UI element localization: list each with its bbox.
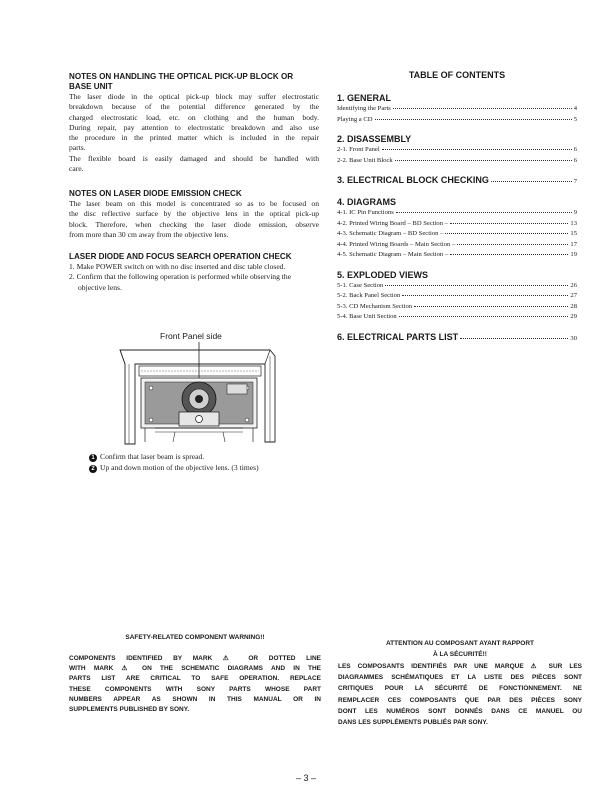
toc-entry-page: 5	[573, 115, 577, 123]
text-line: The laser beam on this model is concentrated so as to be focused on	[69, 199, 319, 208]
toc-section	[337, 197, 577, 261]
notes-pickup-heading	[69, 72, 319, 92]
toc-section[interactable]	[337, 332, 577, 344]
text-line: from more than 30 cm away from the objective lens.	[69, 229, 229, 239]
toc-entry-page: 7	[573, 178, 577, 185]
toc-section-heading: 2. DISASSEMBLY	[337, 134, 412, 144]
text-line: DIAGRAMMES SCHÉMATIQUES ET LA LISTE DES PIÈCES SONT	[338, 674, 582, 682]
notes-pickup-section	[69, 72, 319, 174]
toc-entry-label: 2-2. Base Unit Block	[337, 156, 393, 164]
heading-line: NOTES ON HANDLING THE OPTICAL PICK-UP BLOCK OR	[69, 72, 294, 81]
toc-entry[interactable]	[337, 219, 577, 230]
focus-check-heading: LASER DIODE AND FOCUS SEARCH OPERATION CHECK	[69, 252, 292, 261]
cd-mechanism-illustration	[115, 342, 285, 445]
leader-dots	[450, 223, 568, 224]
toc-entry[interactable]	[337, 302, 577, 313]
toc-entry[interactable]	[337, 250, 577, 261]
text-line: DANS LES SUPPLÉMENTS PUBLIÉS PAR SONY.	[338, 719, 488, 727]
leader-dots	[445, 233, 568, 234]
figure-captions	[89, 451, 329, 473]
leader-dots	[491, 181, 572, 182]
toc-entry-label: Playing a CD	[337, 115, 373, 123]
toc-heading-text: 6. ELECTRICAL PARTS LIST	[337, 331, 459, 342]
text-line: care.	[69, 164, 84, 174]
toc-entry[interactable]	[337, 208, 577, 219]
text-line: DONT LES NUMÉROS SONT DONNÉS DANS CE MANUEL OU	[338, 707, 582, 715]
toc-entry-page: 6	[573, 146, 577, 153]
caption-item	[89, 462, 329, 473]
notes-emission-body	[69, 199, 319, 240]
leader-dots	[375, 119, 572, 120]
toc-section-heading: 5. EXPLODED VIEWS	[337, 269, 429, 280]
toc-section	[337, 134, 577, 166]
focus-check-section	[69, 252, 319, 293]
leader-dots	[396, 212, 572, 213]
title-line: ATTENTION AU COMPOSANT AYANT RAPPORT	[385, 640, 535, 647]
leader-dots	[450, 254, 568, 255]
safety-warning-fr	[338, 639, 582, 728]
text-line: parts.	[69, 143, 86, 153]
text-line: SUPPLEMENTS PUBLISHED BY SONY.	[69, 706, 190, 714]
caption-text: Up and down motion of the objective lens. (3 times)	[100, 463, 259, 472]
text-line: During repair, pay attention to electrostatic breakdown and also use	[69, 122, 319, 132]
toc-entry-page: 6	[573, 156, 577, 164]
toc-title: TABLE OF CONTENTS	[408, 70, 506, 80]
leader-dots	[414, 306, 568, 307]
toc-entry-label: 2-1. Front Panel	[337, 146, 380, 153]
toc-entry-label: Identifying the Parts	[337, 105, 391, 112]
toc-entry[interactable]	[337, 156, 577, 167]
toc-section[interactable]	[337, 175, 577, 187]
toc-entry-page: 17	[570, 240, 577, 248]
toc-entry-page: 15	[570, 230, 577, 237]
toc-entry-label: 4-2. Printed Wiring Board – BD Section –	[337, 219, 448, 227]
text-line: the disc reflective surface by the objective lens in the optical pick-up	[69, 209, 319, 219]
toc-entry-page: 26	[570, 281, 577, 289]
safety-warning-en-body	[69, 654, 321, 715]
toc-entry-page: 13	[570, 219, 577, 227]
toc-entry-label: 4-5. Schematic Diagram – Main Section –	[337, 251, 449, 258]
toc-entry[interactable]	[337, 104, 577, 115]
text-line: REMPLACER CES COMPOSANTS QUE PAR DES PIÈCES SONY	[338, 696, 582, 704]
toc-entry-label: 4-4. Printed Wiring Boards – Main Section –	[337, 240, 456, 248]
text-line: the procedure in the printed matter which is included in the repair	[69, 133, 319, 143]
step-item: 1. Make POWER switch on with no disc inserted and disc table closed.	[69, 262, 286, 271]
caption-item	[89, 451, 329, 462]
text-line: COMPONENTS IDENTIFIED BY MARK ⚠ OR DOTTED LINE	[69, 655, 321, 662]
toc-entry[interactable]	[337, 145, 577, 156]
toc-entry-page: 30	[570, 334, 577, 342]
toc-entry[interactable]	[337, 281, 577, 292]
toc-entry-label: 5-3. CD Mechanism Section	[337, 302, 413, 310]
leader-dots	[395, 160, 572, 161]
text-line: The laser diode in the optical pick-up block may suffer electrostatic	[69, 92, 319, 101]
toc-entry-page: 29	[570, 313, 577, 320]
table-of-contents	[337, 93, 577, 344]
title-line: À LA SÉCURITÉ!!	[433, 650, 487, 658]
text-line: THESE COMPONENTS WITH SONY PARTS WHOSE PART	[69, 685, 321, 693]
toc-entry[interactable]	[337, 115, 577, 126]
safety-warning-en	[69, 634, 321, 715]
toc-section	[337, 93, 577, 125]
leader-dots	[460, 338, 568, 339]
toc-entry-page: 27	[570, 292, 577, 299]
number-badge: 1	[89, 454, 97, 462]
toc-section-heading	[337, 175, 577, 187]
text-line: NUMBERS APPEAR AS SHOWN IN THIS MANUAL OR IN	[69, 695, 321, 703]
toc-entry-page: 9	[573, 209, 577, 216]
toc-entry-label: 5-4. Base Unit Section	[337, 313, 397, 320]
toc-entry[interactable]	[337, 291, 577, 302]
text-line: WITH MARK ⚠ ON THE SCHEMATIC DIAGRAMS AND IN THE	[69, 665, 321, 673]
toc-entry[interactable]	[337, 312, 577, 323]
step-item: 2. Confirm that the following operation is performed while observing the objective lens.	[69, 272, 292, 292]
page-number: – 3 –	[295, 773, 317, 783]
text-line: breakdown because of the potential difference generated by the	[69, 102, 319, 112]
leader-dots	[385, 285, 568, 286]
number-badge: 2	[89, 465, 97, 473]
toc-entry[interactable]	[337, 229, 577, 240]
text-line: CRITIQUES POUR LA SÉCURITÉ DE FONCTIONNEMENT. NE	[338, 685, 582, 693]
toc-entry-label: 4-3. Schematic Diagram – BD Section –	[337, 230, 444, 237]
toc-section-heading: 4. DIAGRAMS	[337, 197, 397, 207]
notes-pickup-body	[69, 92, 319, 174]
toc-entry-label: 4-1. IC Pin Functions	[337, 209, 394, 216]
text-line: PARTS LIST ARE CRITICAL TO SAFE OPERATION. REPLACE	[69, 675, 321, 683]
text-line: charged electrostatic load, etc. on clothing and the human body.	[69, 112, 319, 122]
text-line: The flexible board is easily damaged and should be handled with	[69, 153, 319, 163]
figure-label: Front Panel side	[160, 331, 222, 341]
safety-warning-fr-body	[338, 661, 582, 728]
notes-emission-section	[69, 189, 319, 240]
leader-dots	[399, 316, 569, 317]
text-line: LES COMPOSANTS IDENTIFIÉS PAR UNE MARQUE ⚠ SUR LES	[338, 663, 582, 670]
leader-dots	[382, 149, 572, 150]
toc-entry-label: 5-1. Case Section	[337, 281, 384, 289]
caption-text: Confirm that laser beam is spread.	[100, 452, 205, 461]
toc-entry[interactable]	[337, 240, 577, 251]
heading-line: BASE UNIT	[69, 82, 113, 91]
toc-section	[337, 270, 577, 323]
toc-entry-page: 4	[573, 105, 577, 112]
leader-dots	[402, 295, 568, 296]
toc-section-heading	[337, 332, 577, 344]
toc-heading-text: 3. ELECTRICAL BLOCK CHECKING	[337, 175, 489, 185]
toc-section-heading: 1. GENERAL	[337, 93, 392, 103]
toc-entry-page: 28	[570, 302, 577, 310]
leader-dots	[393, 108, 572, 109]
safety-warning-fr-title	[338, 639, 582, 660]
focus-check-steps	[69, 262, 299, 293]
leader-dots	[457, 244, 568, 245]
text-line: block. Therefore, when checking the laser diode emission, observe	[69, 219, 319, 229]
safety-warning-en-title: SAFETY-RELATED COMPONENT WARNING!!	[125, 634, 265, 641]
notes-emission-heading: NOTES ON LASER DIODE EMISSION CHECK	[69, 189, 242, 198]
toc-entry-page: 19	[570, 251, 577, 258]
toc-entry-label: 5-2. Back Panel Section	[337, 292, 401, 299]
